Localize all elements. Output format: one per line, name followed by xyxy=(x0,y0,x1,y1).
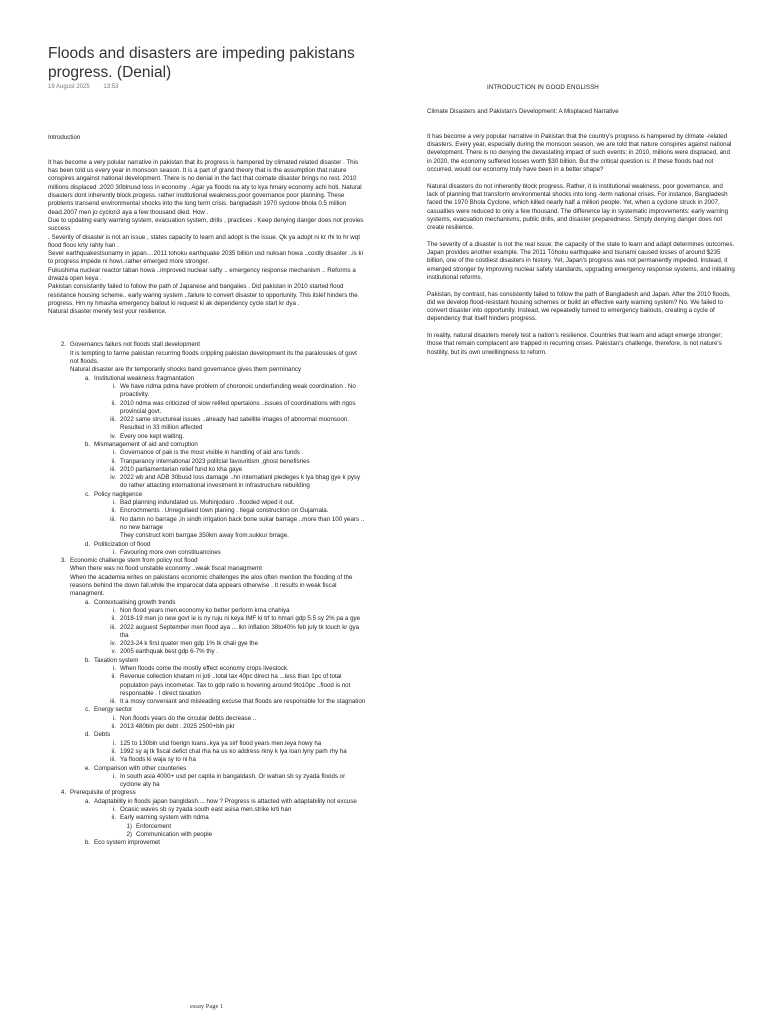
outline-item xyxy=(48,814,366,822)
outline-marker: v. xyxy=(111,648,116,656)
outline-item xyxy=(48,383,366,400)
outline-text: Energy sector xyxy=(94,706,133,714)
outline-text: Eco system improvemet xyxy=(94,839,161,847)
outline-marker: i. xyxy=(112,606,116,614)
intro-paragraph: . Severity of disaster is not an issue , states capacity to learn and adopt is the issue. Qk ya adopt ni kr rhi to hr wqt flood floos krty rahty han . xyxy=(48,233,360,249)
outline-item xyxy=(48,375,366,383)
outline-item xyxy=(48,615,366,623)
outline-item xyxy=(48,532,366,540)
outline-text: Early warning system with ndma xyxy=(120,814,209,822)
outline-text: Politicization of flood xyxy=(94,540,151,548)
document-meta xyxy=(48,84,118,90)
outline-text: Comparison with other counteries xyxy=(94,764,187,772)
right-paragraph: Pakistan, by contrast, has consistently failed to follow the path of Bangladesh and Japan. After the 2010 floods, did we develop flood-resistant housing schemes or build an effective early warning system? No. We failed to convert disaster into opportunity. Instead, we repeatedly turned to emergency bailouts, creating a cycle of dependency that itself hinders progress. xyxy=(427,290,731,323)
outline-item xyxy=(48,366,366,374)
outline-item xyxy=(48,416,366,433)
essay-outline xyxy=(48,341,366,847)
outline-text: Taxation system xyxy=(94,656,139,664)
outline-marker: i. xyxy=(112,665,116,672)
outline-marker: a. xyxy=(84,598,90,606)
outline-marker xyxy=(56,565,70,573)
outline-item xyxy=(48,599,366,607)
outline-marker: ii. xyxy=(111,814,116,822)
outline-marker: d. xyxy=(84,731,90,739)
intro-paragraph: It has become a very polular narrative in pakistan that its progress is hampered by climated related disaster . This has been told us every year in monsoon season. It is a part of grand theory that is the assumption that nature conspires angainst national development. There is no denial in the fact that coimate disaster brings no rest. 2010 millions displaced .2020 30blnusd loss in economy . Agar ya floods na aty to kya hmary economy achi hoti. Natural disasters dont inherently block.progess. rather institutional weakness,poor governance poor planning. These problems transend environmental shocks into the long term crisis. bangladash 1970 syclone bhola 0.5 million dead.2007 men jo cyclon3 aya a few thousand died. How . xyxy=(48,158,362,216)
outline-item xyxy=(48,624,366,641)
outline-text: Encrochments . Unregullaed town planing . Ilegal construction on Gujarnala. xyxy=(120,507,329,515)
outline-item xyxy=(48,640,366,648)
outline-text: Tranparancy international 2023 politcial favouritism ,ghost benefisries xyxy=(120,457,310,465)
outline-text: 2005 earthquak best gdp 6-7% thy . xyxy=(120,648,219,656)
outline-text: Economic challenge stem from policy not flood xyxy=(70,557,198,565)
outline-text: 2018-19 men jo new govt ie is ny ruju ni keya IMF ki trf to hmari gdp 5.5 sy 2% pa a gye xyxy=(120,615,361,623)
document-date: 19 August 2025 xyxy=(48,84,90,90)
outline-text: 2022 same structureal issues ..already had satellite images of abnormal moonsoon. Resulted in 33 million affected xyxy=(120,416,350,432)
outline-marker: b. xyxy=(84,839,90,847)
outline-text: We have ndma pdma have problem of choronoic underfunding weak coordination . No proactivity. xyxy=(120,382,356,399)
outline-marker: iii. xyxy=(110,416,116,424)
outline-item xyxy=(48,748,366,756)
document-time: 13:53 xyxy=(103,84,119,90)
right-column xyxy=(427,108,735,357)
document-title: Floods and disasters are impeding pakistans progress. (Denial) xyxy=(48,45,355,81)
outline-text: 1992 sy aj tk fiscal defict chal rha ha us ko address rkny k lya loan lyny parh rhy ha xyxy=(120,747,347,755)
outline-marker: iv. xyxy=(110,640,116,648)
intro-heading: Introduction xyxy=(48,134,81,141)
page-footer: essay Page 1 xyxy=(190,1003,224,1010)
outline-item xyxy=(48,474,366,491)
outline-text: Ya floods ki waja sy to ni ha xyxy=(120,756,196,764)
outline-item xyxy=(48,823,366,831)
outline-item xyxy=(48,665,366,673)
outline-item xyxy=(48,574,366,599)
outline-marker xyxy=(56,574,70,599)
outline-item xyxy=(48,798,366,806)
left-column xyxy=(48,134,366,848)
outline-marker: 1) xyxy=(126,822,132,830)
outline-item xyxy=(48,491,366,499)
outline-item xyxy=(48,341,366,349)
outline-text: Adaptability in floods japan bangldash.... how ? Progress is attacted with adaptability not excuse xyxy=(94,797,357,805)
outline-item xyxy=(48,839,366,847)
outline-marker: iii. xyxy=(110,698,116,706)
outline-text: Communication with people xyxy=(136,830,213,838)
outline-item xyxy=(48,516,366,533)
outline-marker: i. xyxy=(112,499,116,507)
outline-item xyxy=(48,648,366,656)
outline-item xyxy=(48,449,366,457)
outline-marker: ii. xyxy=(111,723,116,731)
outline-marker: i. xyxy=(112,772,116,780)
outline-item xyxy=(48,740,366,748)
outline-text: It is tempting to farme pakistan recurring floods crippling pakistan development its the paralossies of govt not floods. xyxy=(70,349,357,366)
outline-item xyxy=(48,731,366,739)
outline-text: Institutional weakness fragmantation xyxy=(94,374,195,382)
outline-marker: 2. xyxy=(60,341,66,349)
outline-text: Non flood years men.economy ko better perform krna chahiya xyxy=(120,606,290,614)
outline-marker: ii. xyxy=(111,399,116,407)
outline-marker: iii. xyxy=(110,756,116,764)
outline-marker: e. xyxy=(84,764,90,772)
outline-text: Natural disaster are thr temporarily shocks band governance gives them perminancy xyxy=(70,366,302,374)
outline-item xyxy=(48,541,366,549)
outline-marker: b. xyxy=(84,440,90,448)
outline-marker: iii. xyxy=(110,465,116,473)
outline-item xyxy=(48,673,366,698)
outline-marker: ii. xyxy=(111,457,116,465)
outline-item xyxy=(48,433,366,441)
outline-marker xyxy=(56,350,70,367)
outline-marker: ii. xyxy=(111,507,116,515)
outline-text: 2010 parliamentarian relief fund ko kha gaye xyxy=(120,465,243,473)
outline-text: 2013 480bln pkr debt . 2025 2500+bln pkr xyxy=(120,723,235,731)
outline-item xyxy=(48,831,366,839)
outline-marker: i. xyxy=(112,714,116,722)
outline-marker: iv. xyxy=(110,432,116,440)
intro-paragraph: Fukushima nuclear reactor taban howa ..improved nuclear safty .. emergency response mechanism .. Reforms a drwaza open keya . xyxy=(48,266,356,283)
outline-text: Mismanagement of aid and corruption xyxy=(94,440,198,448)
outline-item xyxy=(48,565,366,573)
outline-text: 125 to 130bln usd foerign loans..kya ya sirf flood years men.leya howy ha xyxy=(120,739,322,747)
outline-text: Favouring more own constituancines xyxy=(120,548,221,556)
outline-text: Bad planning indundated us. Muhinjodaro ..flooded wiped it out. xyxy=(120,499,295,507)
outline-marker: ii. xyxy=(111,747,116,755)
outline-item xyxy=(48,698,366,706)
outline-text: In south asia 4000+ usd per capita in bangaldash. Or wahan sb sy zyada floods or cyclone aty ha xyxy=(120,772,346,789)
outline-text: Revenue collection khatam ni joti ..total tax 40pc direct ha ...less than 1pc of total population pays incometax. Tax to gdp ratio is hovering around 9to10pc ..flood is not responsable . I direct taxation xyxy=(120,673,351,697)
outline-item xyxy=(48,765,366,773)
outline-marker: iv. xyxy=(110,474,116,482)
intro-paragraph: Due to updating early warning system, evacuation system, drills , practices . Keep denying danger does not provies success xyxy=(48,216,364,233)
outline-text: When there was no flood unstable economy ..weak fiscal managmemt xyxy=(70,565,262,573)
outline-marker: iii. xyxy=(110,623,116,631)
outline-item xyxy=(48,706,366,714)
outline-marker: a. xyxy=(84,374,90,382)
outline-text: When the academia writes on pakistans economic challenges the alos often mention the flooding of the reasons behind the down fall.while the imparocal data appears otherwise . It results in weak fiscal managment. xyxy=(70,573,353,598)
intro-paragraph: Sever earthquakestsunamy in japan....2011 tohoku earthquake 2035 billion usd nuksan howa ..costly disaster ..is ki to progress impede ni howi..rather emerged more stronger. xyxy=(48,250,363,266)
intro-paragraph: Natural disaster merely test your resilience. xyxy=(48,308,167,316)
outline-marker: a. xyxy=(84,797,90,805)
outline-text: Policy nagligence xyxy=(94,490,143,498)
outline-text: 2010 ndma was criticized of slow relifed opertaions ..issues of coordinations with ngos provincial govt. xyxy=(120,399,356,415)
outline-text: They construct kotri barrgae 350km away from.sukkur brrage. xyxy=(120,532,289,540)
outline-text: It a mosy conveniant and misleading excuse that floods are responsible for the stagnation xyxy=(120,698,366,706)
outline-text: When floods come the mostly effect economy crops livestock. xyxy=(120,665,289,672)
outline-marker: c. xyxy=(85,706,90,714)
intro-paragraph: Pakistan consistantly failed to follow the path of Japanese and bangalies . Did pakistan in 2010 started flood resistance housing scheme.. early waring system ..failure to convert disaster to opportunity. This itslef hinders the progress. Hm ny hmasha emergency bailout ki request ki ak dependency cycle start kr dya . xyxy=(48,283,358,307)
outline-item xyxy=(48,441,366,449)
outline-text: Non.floods years do the circular debts decrease .. xyxy=(120,714,257,722)
outline-text: Ocasic waves sb sy zyada south east asisa men.strike krti han xyxy=(120,806,292,814)
outline-item xyxy=(48,607,366,615)
outline-text: 2022 wb and ADB 30busd loss damage ..hn internatianl pledeges k lya bhag gye k pysy do rather attacting international investment in infrastructure rebuilding xyxy=(120,474,361,490)
outline-marker: d. xyxy=(84,540,90,548)
outline-marker: i. xyxy=(112,739,116,747)
outline-item xyxy=(48,773,366,790)
outline-text: Prerequisite of progress xyxy=(70,789,136,797)
outline-item xyxy=(48,657,366,665)
outline-item xyxy=(48,715,366,723)
right-subtitle: Climate Disasters and Pakistan's Development: A Misplaced Narrative xyxy=(427,108,619,115)
outline-marker: i. xyxy=(112,548,116,556)
right-paragraph: The severity of a disaster is not the real issue; the capacity of the state to learn and adapt determines outcomes. Japan provides another example. The 2011 Tōhoku earthquake and tsunami caused losses of around $235 billion, one of the costliest disasters in history. Yet, Japan's progress was not permanently impeded. Instead, it emerged stronger by improving nuclear safety standards, upgrading emergency response systems, and initiating institutional reforms. xyxy=(427,240,735,281)
outline-text: No damn no barrage ,in sindh irrigation back bone sukar barrage ..more than 100 years .. no new barrage xyxy=(120,515,365,531)
outline-item xyxy=(48,549,366,557)
outline-item xyxy=(48,723,366,731)
outline-item xyxy=(48,350,366,367)
outline-item xyxy=(48,806,366,814)
outline-marker: c. xyxy=(85,490,90,498)
outline-text: 2022 auguest September men flood aya ... lkn inflation 38to40% feb july tk touch kr gya tha xyxy=(120,623,360,639)
outline-text: Debts xyxy=(94,731,111,739)
outline-item xyxy=(48,756,366,764)
outline-marker xyxy=(56,366,70,374)
outline-text: Governancs failurs not floods stall development xyxy=(70,341,201,349)
outline-marker: 4. xyxy=(60,789,66,797)
right-paragraph: Natural disasters do not inherently block progress. Rather, it is institutional weakness, poor governance, and lack of planning that transform environmental shocks into long -term national crises. For instance, Bangladesh faced the 1970 Bhola Cyclone, which killed nearly half a million people. Yet, when a cyclone struck in 2007, casualties were reduced to only a few thousand. The difference lay in systematic improvements: early warning systems, evacuation mechanisms, public drills, and disaster preparedness. Simply denying danger does not create resilience. xyxy=(427,182,729,232)
outline-text: Contextualising growth trends xyxy=(94,598,176,606)
outline-marker: iii. xyxy=(110,515,116,523)
outline-marker: i. xyxy=(112,382,116,390)
outline-marker xyxy=(102,532,120,540)
right-column-heading: INTRODUCTION IN GOOD ENGLISSH xyxy=(487,84,599,91)
outline-item xyxy=(48,789,366,797)
right-paragraph: In reality, natural disasters merely test a nation's resilience. Countries that learn and adapt emerge stronger; those that remain complacent are trapped in recurring crises. Pakistan's challenge, therefore, is not nature's hostility, but its own unwillingness to reform. xyxy=(427,332,723,356)
outline-marker: 2) xyxy=(126,830,132,838)
outline-text: 2023-24 k first quater men gdp 1% tk chali gye the xyxy=(120,640,258,648)
outline-item xyxy=(48,400,366,417)
outline-item xyxy=(48,458,366,466)
outline-marker: ii. xyxy=(111,673,116,681)
outline-marker: 3. xyxy=(60,557,66,565)
outline-item xyxy=(48,507,366,515)
outline-item xyxy=(48,499,366,507)
right-paragraph: It has become a very popular narrative in Pakistan that the country's progress is hampered by climate -related disasters. Every year, especially during the monsoon season, we are told that nature conspires against national development. There is no denying the devastating impact of such events: in 2010, millions were displaced, and in 2020, the economy suffered losses worth $30 billion. But the critical question is: if these floods had not occurred, would our economy truly have been in a better shape? xyxy=(427,132,732,174)
outline-marker: i. xyxy=(112,449,116,457)
outline-marker: b. xyxy=(84,656,90,664)
outline-item xyxy=(48,466,366,474)
outline-text: Governance of pak is the most visible in handling of aid ans funds . xyxy=(120,449,304,457)
outline-item xyxy=(48,557,366,565)
outline-marker: i. xyxy=(112,806,116,814)
outline-text: Enforcement xyxy=(136,822,172,830)
outline-text: Every one kept waiting. xyxy=(120,432,184,440)
outline-marker: ii. xyxy=(111,615,116,623)
